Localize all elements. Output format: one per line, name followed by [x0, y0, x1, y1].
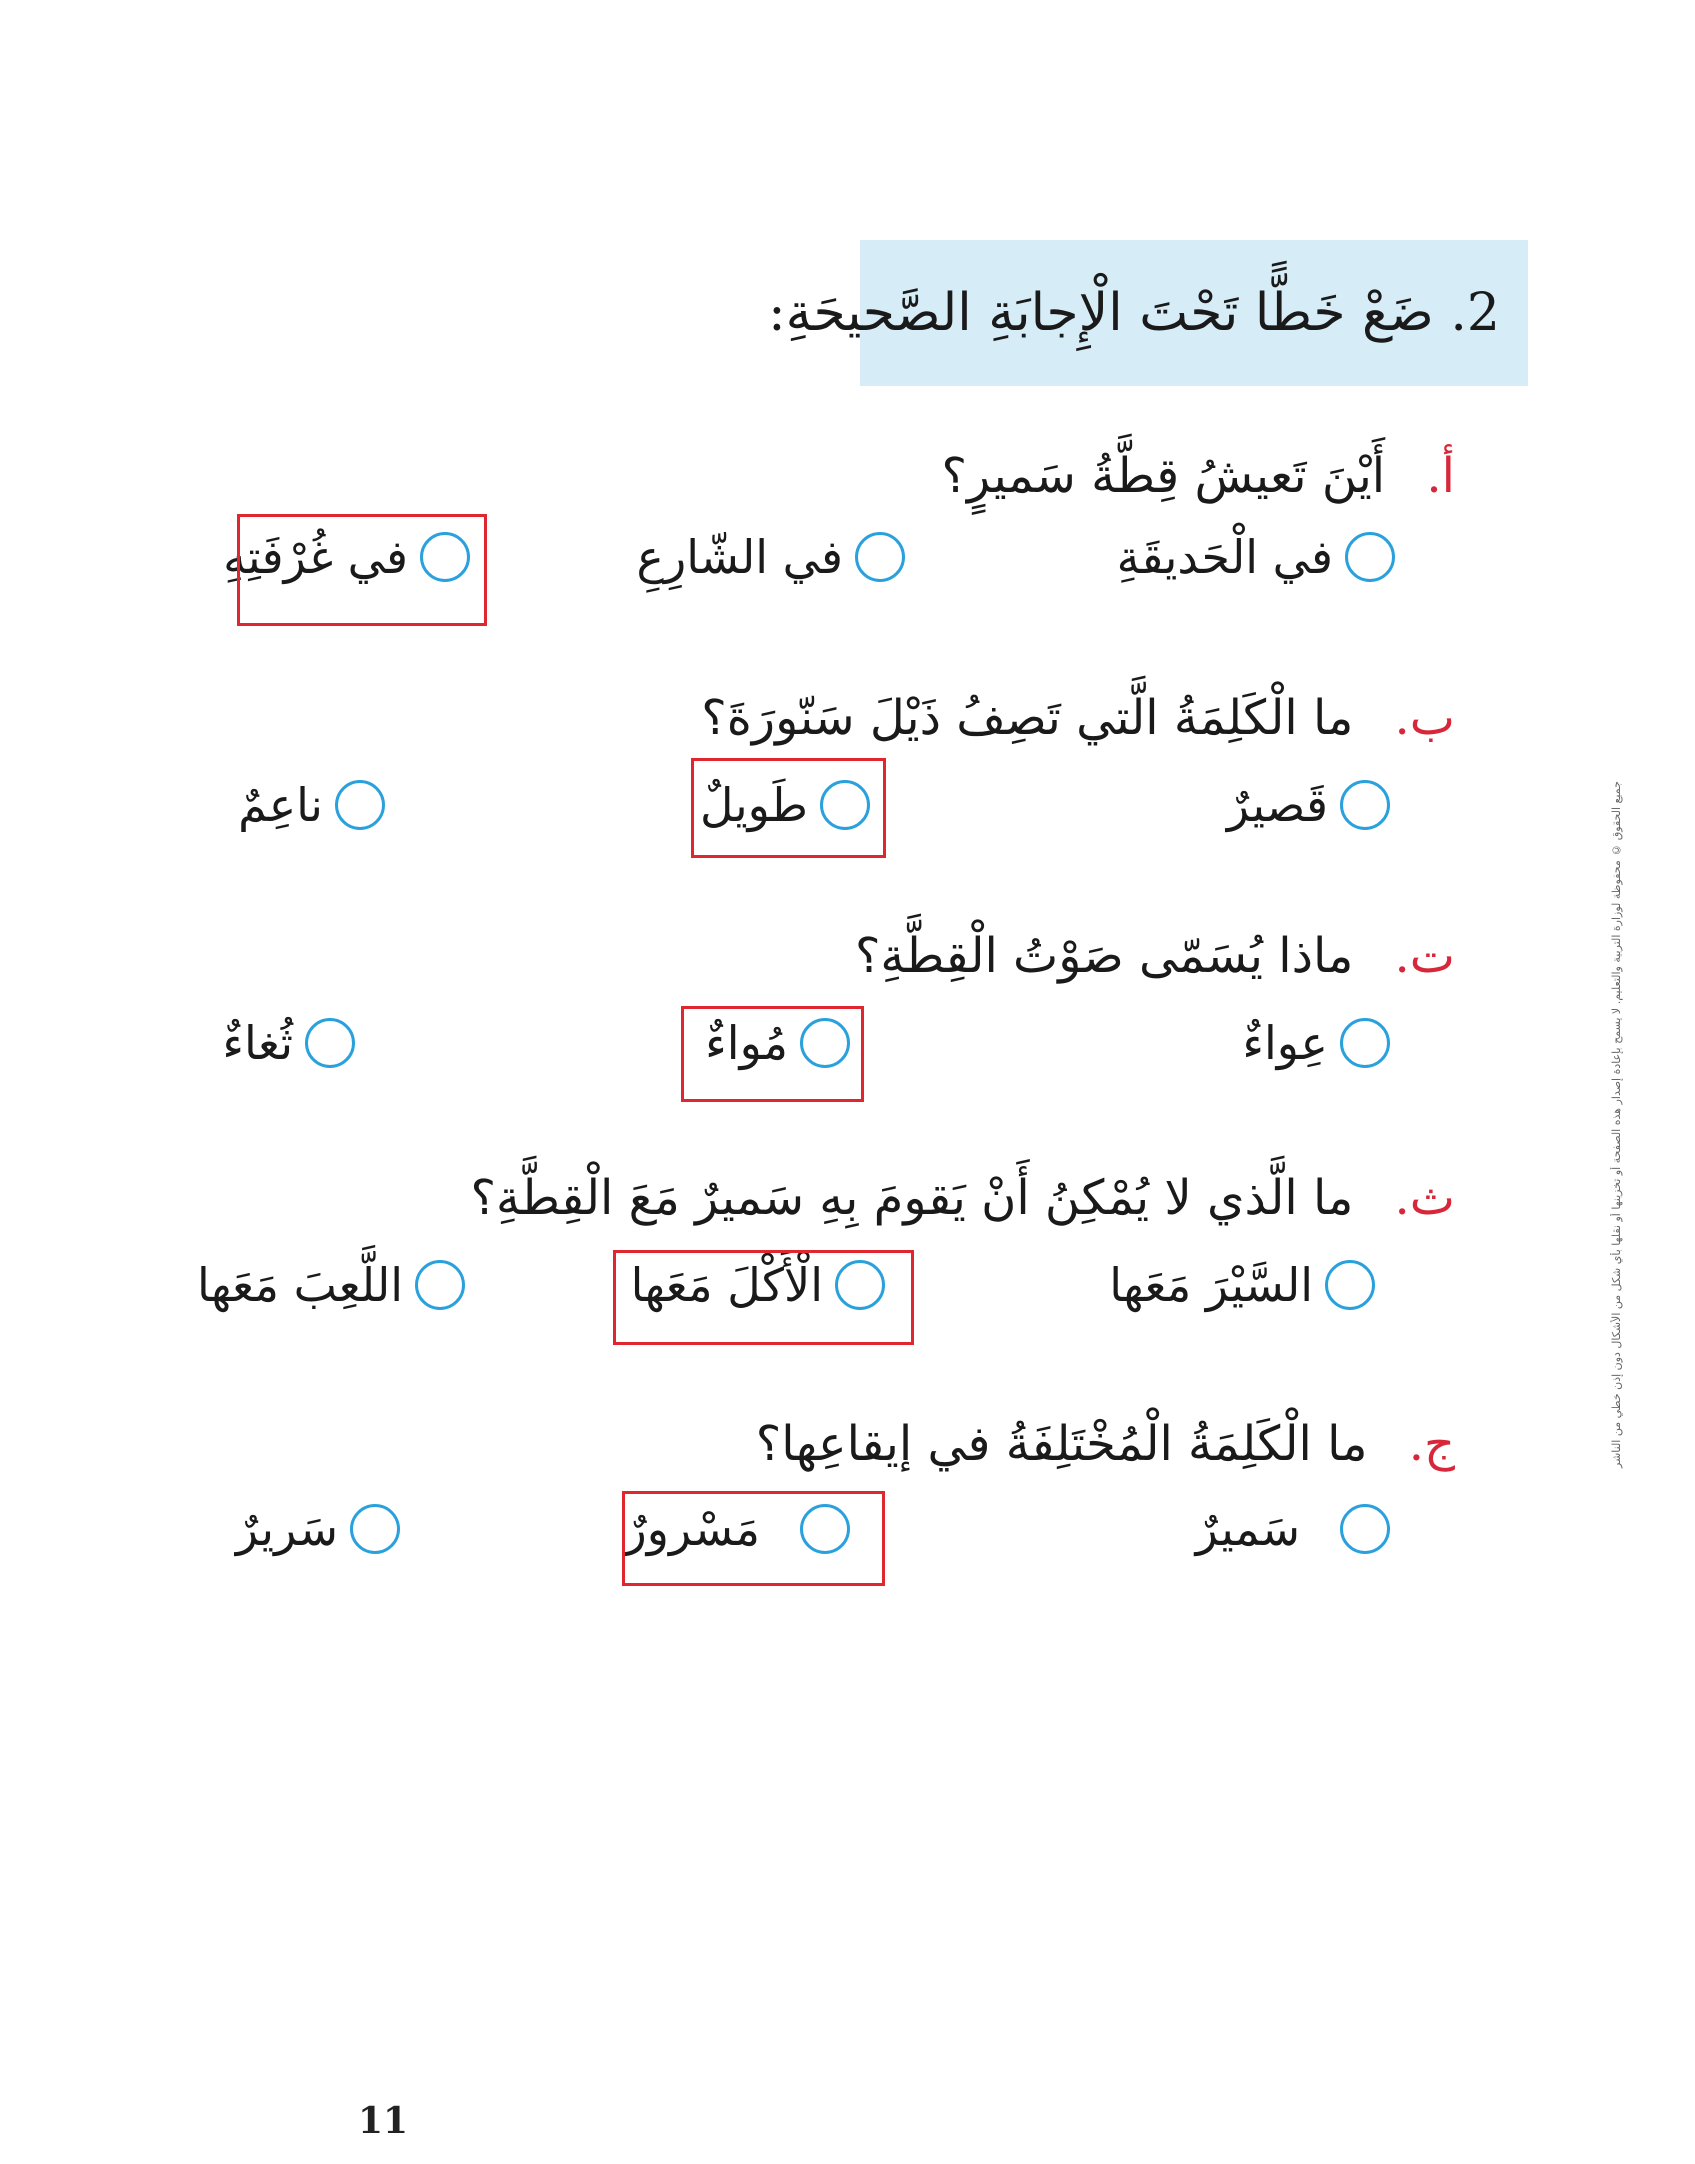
radio-circle-icon[interactable]	[335, 780, 385, 830]
radio-circle-icon[interactable]	[415, 1260, 465, 1310]
question-b	[701, 690, 1455, 746]
question-letter: ت.	[1394, 928, 1455, 984]
answer-highlight-box	[237, 514, 487, 626]
radio-circle-icon[interactable]	[855, 532, 905, 582]
page-number: 11	[358, 2100, 409, 2142]
option-d-1[interactable]	[1109, 1258, 1375, 1312]
question-e	[756, 1416, 1455, 1472]
option-label: ناعِمٌ	[238, 778, 323, 832]
option-b-1[interactable]	[1227, 778, 1390, 832]
option-label: الْأَكْلَ مَعَها	[630, 1258, 823, 1312]
instruction-title: 2. ضَعْ خَطًّا تَحْتَ الْإِجابَةِ الصَّحيحَةِ:	[768, 283, 1500, 343]
question-c	[855, 928, 1455, 984]
instruction-banner	[768, 240, 1528, 386]
option-label: مُواءٌ	[705, 1016, 788, 1070]
question-text: ما الْكَلِمَةُ الَّتي تَصِفُ ذَيْلَ سَنّورَةَ؟	[701, 690, 1354, 746]
answer-highlight-box	[681, 1006, 864, 1102]
option-label: عِواءٌ	[1242, 1016, 1328, 1070]
radio-circle-icon[interactable]	[1340, 1018, 1390, 1068]
radio-circle-icon[interactable]	[1340, 1504, 1390, 1554]
option-label: في الْحَديقَةِ	[1116, 530, 1333, 584]
option-label: اللَّعِبَ مَعَها	[196, 1258, 403, 1312]
answer-highlight-box	[613, 1250, 914, 1345]
option-e-1[interactable]	[1196, 1502, 1390, 1556]
question-text: ماذا يُسَمّى صَوْتُ الْقِطَّةِ؟	[854, 928, 1354, 984]
option-a-2[interactable]	[637, 530, 905, 584]
option-c-3[interactable]	[222, 1016, 355, 1070]
option-label: مَسْرورٌ	[624, 1502, 760, 1556]
option-label: في غُرْفَتِهِ	[223, 530, 408, 584]
radio-circle-icon[interactable]	[350, 1504, 400, 1554]
question-text: أَيْنَ تَعيشُ قِطَّةُ سَميرٍ؟	[941, 448, 1386, 504]
option-c-1[interactable]	[1242, 1016, 1390, 1070]
option-label: ثُغاءٌ	[222, 1016, 293, 1070]
question-letter: ج.	[1408, 1416, 1455, 1472]
question-letter: ب.	[1394, 690, 1455, 746]
radio-circle-icon[interactable]	[305, 1018, 355, 1068]
question-a	[941, 448, 1455, 504]
radio-circle-icon[interactable]	[1325, 1260, 1375, 1310]
option-e-3[interactable]	[236, 1502, 400, 1556]
option-label: قَصيرٌ	[1226, 778, 1328, 832]
question-text: ما الْكَلِمَةُ الْمُخْتَلِفَةُ في إيقاعِها؟	[755, 1416, 1368, 1472]
copyright-side-note: جميع الحقوق © محفوظة لوزارة التربية والتعليم. لا يسمح بإعادة إصدار هذه الصفحة أو تخزينها أو نقلها بأي شكل من الأشكال دون إذن خطي من الناشر	[1610, 781, 1623, 1469]
option-a-1[interactable]	[1117, 530, 1395, 584]
option-label: سَريرٌ	[235, 1502, 338, 1556]
radio-circle-icon[interactable]	[1345, 532, 1395, 582]
option-label: سَميرٌ	[1195, 1502, 1300, 1556]
radio-circle-icon[interactable]	[1340, 780, 1390, 830]
question-letter: أ.	[1426, 448, 1455, 504]
question-text: ما الَّذي لا يُمْكِنُ أَنْ يَقومَ بِهِ سَميرٌ مَعَ الْقِطَّةِ؟	[470, 1170, 1354, 1226]
option-label: طَويلٌ	[699, 778, 808, 832]
option-b-3[interactable]	[238, 778, 385, 832]
question-letter: ث.	[1394, 1170, 1455, 1226]
question-d	[471, 1170, 1456, 1226]
option-label: في الشّارِعِ	[636, 530, 843, 584]
answer-highlight-box	[691, 758, 886, 858]
option-d-3[interactable]	[197, 1258, 465, 1312]
option-label: السَّيْرَ مَعَها	[1109, 1258, 1313, 1312]
answer-highlight-box	[622, 1491, 885, 1586]
